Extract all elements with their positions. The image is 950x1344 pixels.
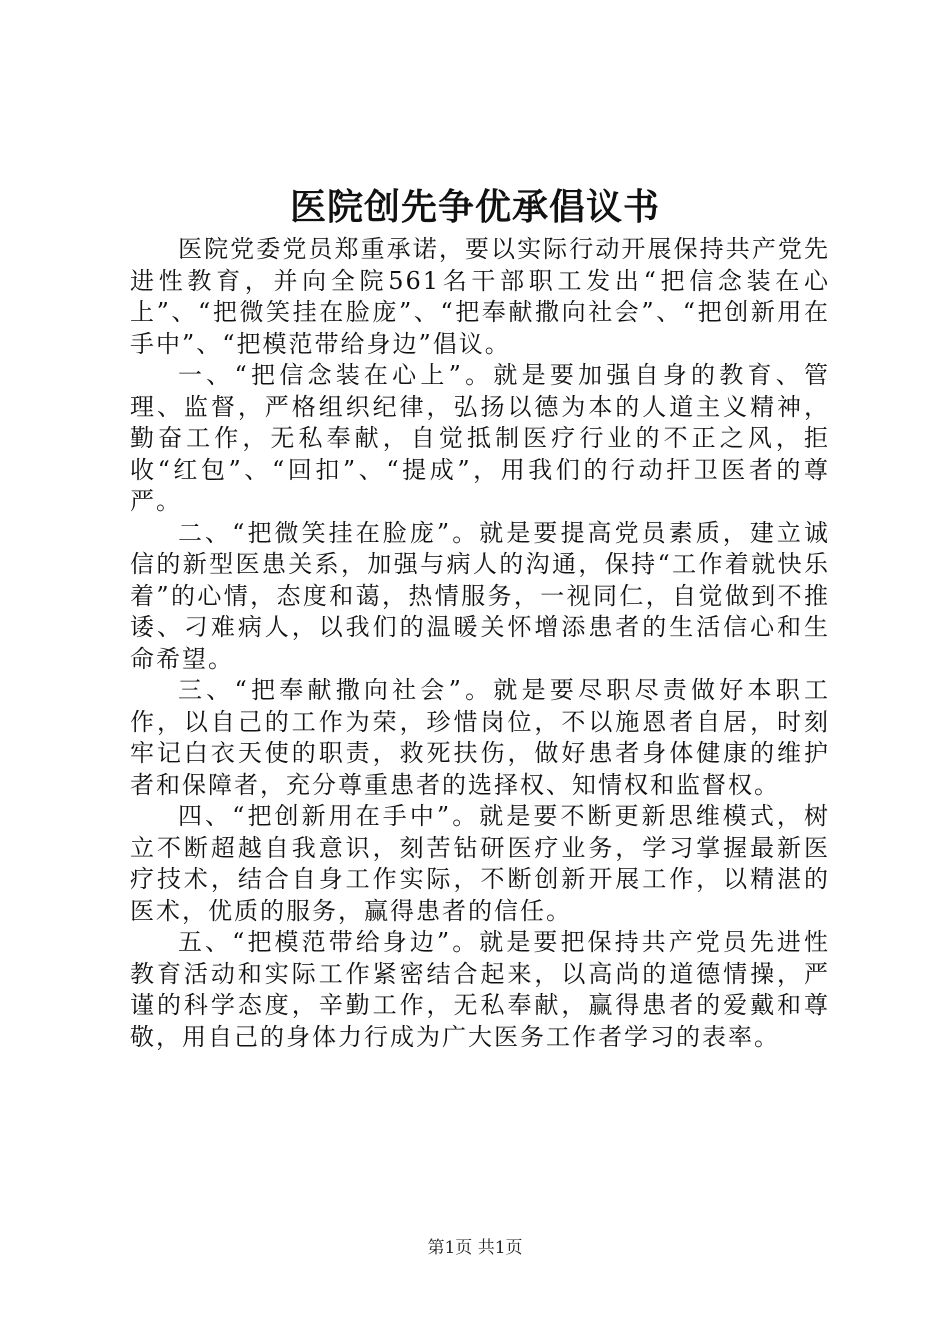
paragraph-item-2: 二、“把微笑挂在脸庞”。就是要提高党员素质，建立诚信的新型医患关系，加强与病人的沟通，保持“工作着就快乐着”的心情，态度和蔼，热情服务，一视同仁，自觉做到不推诿、刁难病人，以我们的温暖关怀增添患者的生活信心和生命希望。 — [130, 518, 830, 673]
paragraph-item-5: 五、“把模范带给身边”。就是要把保持共产党员先进性教育活动和实际工作紧密结合起来，以高尚的道德情操，严谨的科学态度，辛勤工作，无私奉献，赢得患者的爱戴和尊敬，用自己的身体力行成为广大医务工作者学习的表率。 — [130, 928, 830, 1051]
document-title: 医院创先争优承倡议书 — [289, 186, 660, 228]
paragraph-intro: 医院党委党员郑重承诺，要以实际行动开展保持共产党先进性教育，并向全院561名干部职工发出“把信念装在心上”、“把微笑挂在脸庞”、“把奉献撒向社会”、“把创新用在手中”、“把模范带给身边”倡议。 — [130, 235, 830, 358]
paragraph-item-4: 四、“把创新用在手中”。就是要不断更新思维模式，树立不断超越自我意识，刻苦钻研医疗业务，学习掌握最新医疗技术，结合自身工作实际，不断创新开展工作，以精湛的医术，优质的服务，赢得患者的信任。 — [130, 802, 830, 925]
paragraph-item-1: 一、“把信念装在心上”。就是要加强自身的教育、管理、监督，严格组织纪律，弘扬以德为本的人道主义精神，勤奋工作，无私奉献，自觉抵制医疗行业的不正之风，拒收“红包”、“回扣”、“提成”，用我们的行动扞卫医者的尊严。 — [130, 361, 830, 515]
page-number-footer: 第1页 共1页 — [427, 1238, 523, 1258]
document-body — [130, 234, 830, 1053]
paragraph-item-3: 三、“把奉献撒向社会”。就是要尽职尽责做好本职工作，以自己的工作为荣，珍惜岗位，不以施恩者自居，时刻牢记白衣天使的职责，救死扶伤，做好患者身体健康的维护者和保障者，充分尊重患者的选择权、知情权和监督权。 — [130, 676, 830, 799]
